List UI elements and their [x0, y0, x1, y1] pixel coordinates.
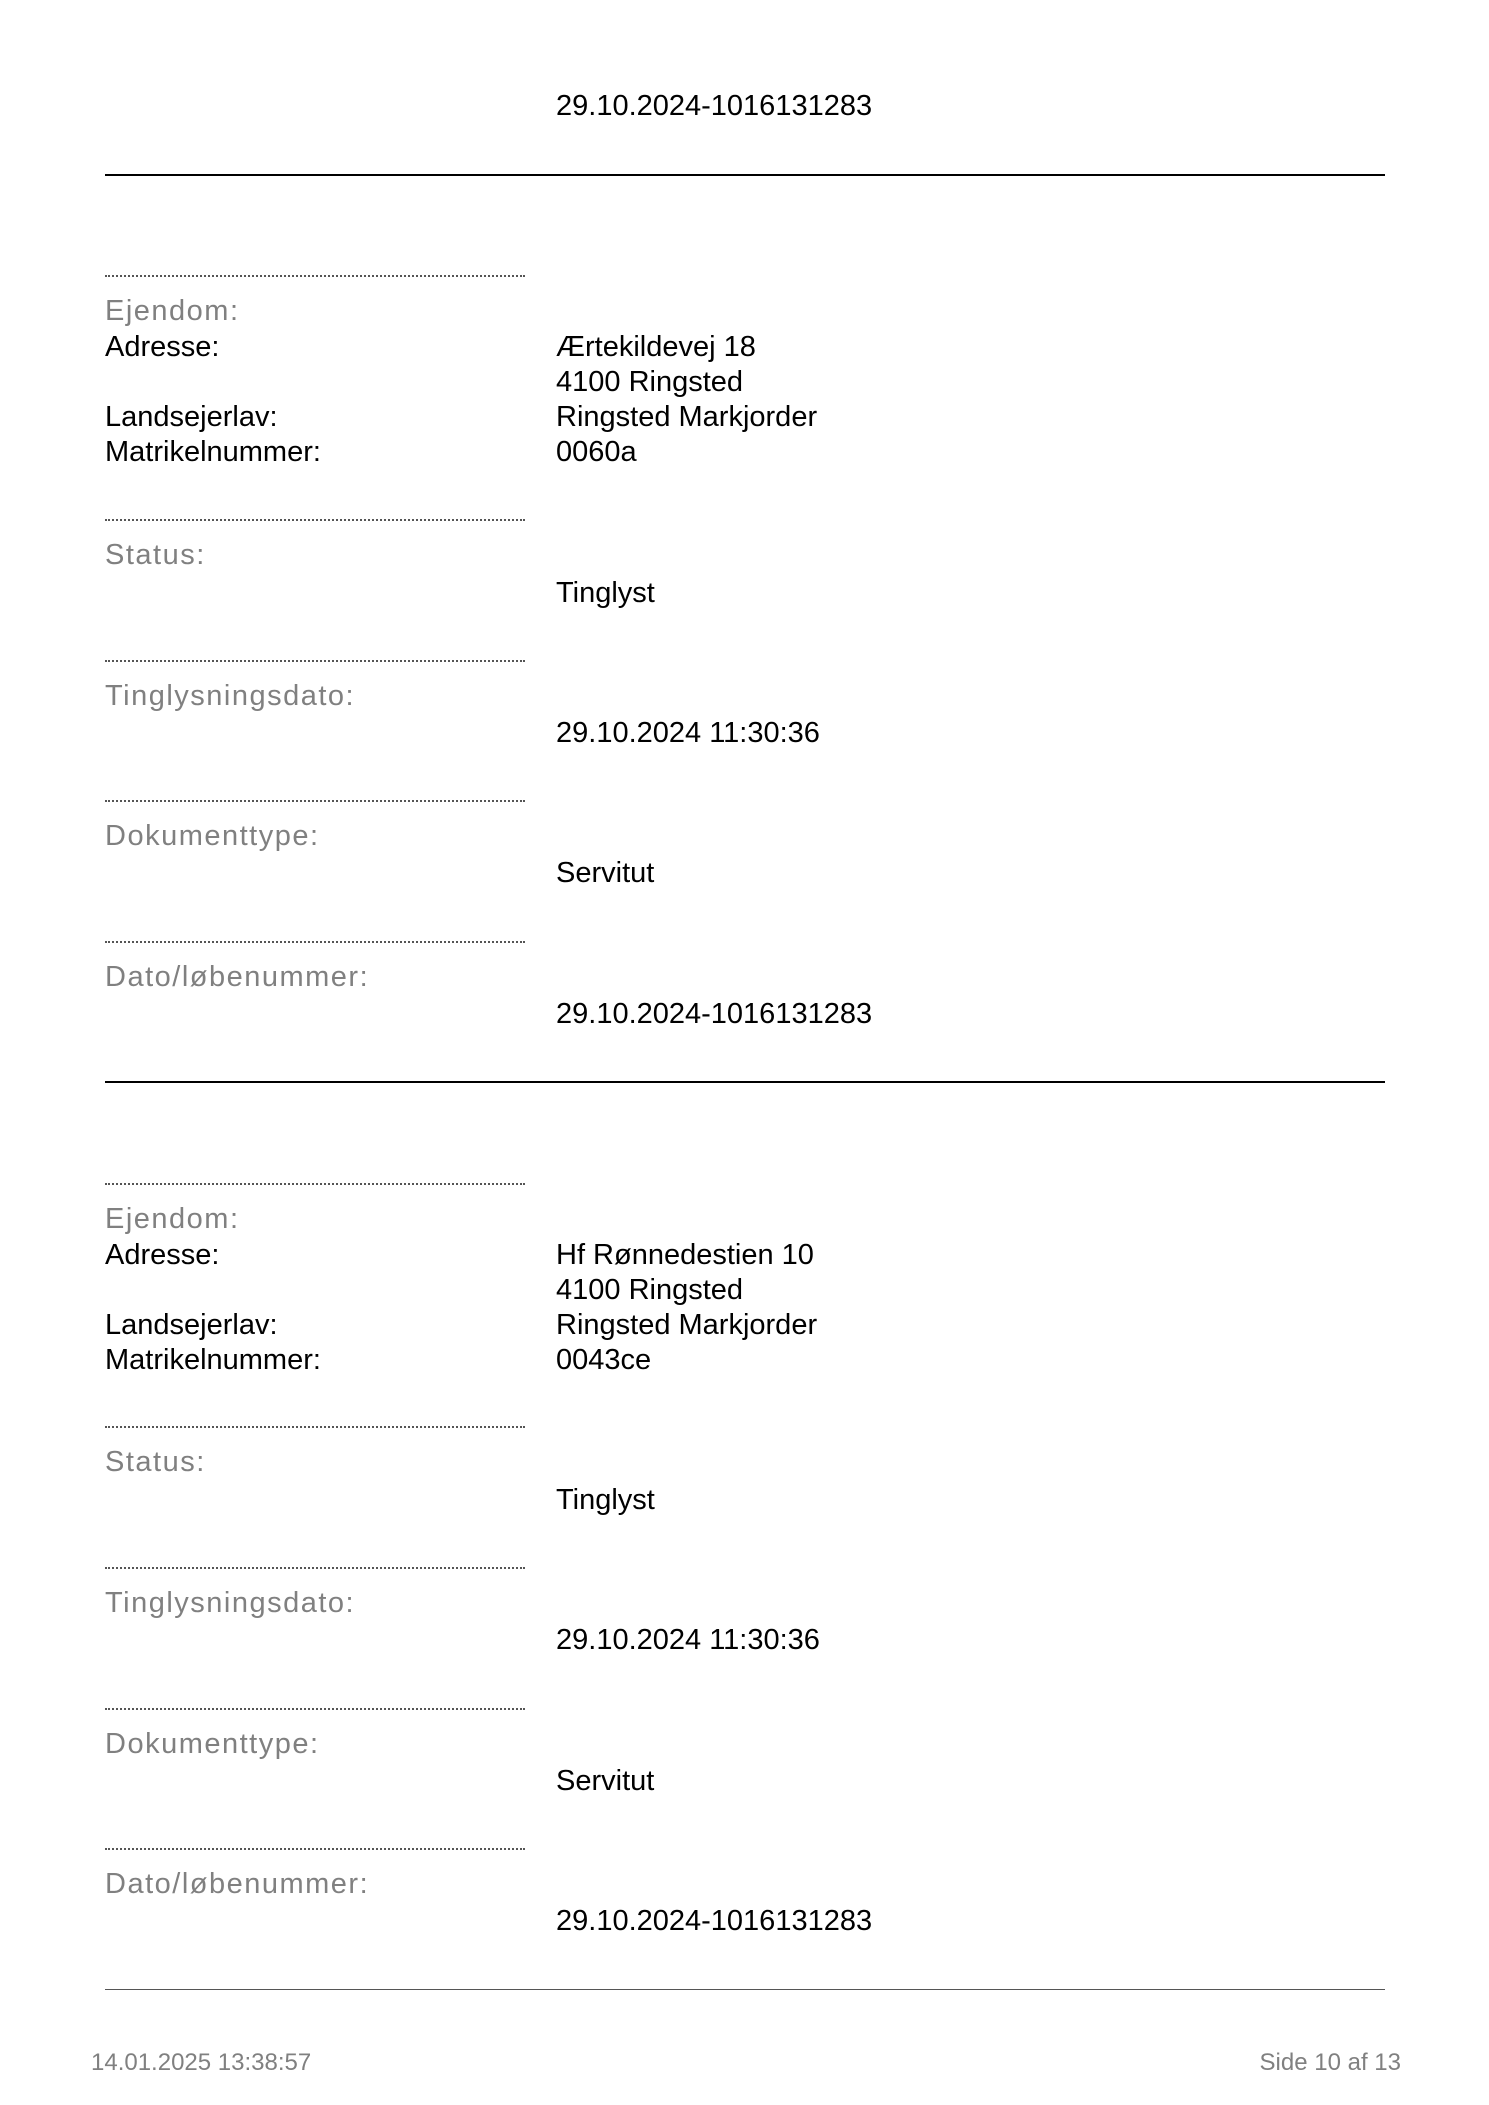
registration-date-value: 29.10.2024 11:30:36 — [556, 717, 820, 749]
date-serial-value: 29.10.2024-1016131283 — [556, 1905, 873, 1937]
footer-timestamp: 14.01.2025 13:38:57 — [91, 2049, 312, 2076]
address-line2: 4100 Ringsted — [556, 1274, 744, 1306]
address-label: Adresse: — [105, 331, 220, 363]
dotted-separator — [105, 1848, 525, 1850]
cadastral-district-value: Ringsted Markjorder — [556, 1309, 818, 1341]
registration-date-value: 29.10.2024 11:30:36 — [556, 1624, 820, 1656]
document-type-heading: Dokumenttype: — [105, 1728, 320, 1760]
cadastral-number-label: Matrikelnummer: — [105, 436, 321, 468]
record-divider — [105, 1989, 1385, 1990]
cadastral-district-label: Landsejerlav: — [105, 1309, 278, 1341]
date-serial-heading: Dato/løbenummer: — [105, 961, 370, 993]
registration-date-heading: Tinglysningsdato: — [105, 680, 356, 712]
status-value: Tinglyst — [556, 577, 655, 609]
dotted-separator — [105, 660, 525, 662]
dotted-separator — [105, 800, 525, 802]
cadastral-number-label: Matrikelnummer: — [105, 1344, 321, 1376]
header-divider — [105, 174, 1385, 176]
dotted-separator — [105, 1567, 525, 1569]
document-type-heading: Dokumenttype: — [105, 820, 320, 852]
property-heading: Ejendom: — [105, 295, 240, 327]
status-heading: Status: — [105, 539, 206, 571]
header-reference: 29.10.2024-1016131283 — [556, 90, 873, 122]
cadastral-district-label: Landsejerlav: — [105, 401, 278, 433]
date-serial-value: 29.10.2024-1016131283 — [556, 998, 873, 1030]
status-heading: Status: — [105, 1446, 206, 1478]
dotted-separator — [105, 1708, 525, 1710]
address-line2: 4100 Ringsted — [556, 366, 744, 398]
document-type-value: Servitut — [556, 857, 655, 889]
footer-page-number: Side 10 af 13 — [1259, 2049, 1401, 2076]
property-heading: Ejendom: — [105, 1203, 240, 1235]
address-line1: Hf Rønnedestien 10 — [556, 1239, 814, 1271]
address-line1: Ærtekildevej 18 — [556, 331, 756, 363]
dotted-separator — [105, 1183, 525, 1185]
cadastral-number-value: 0060a — [556, 436, 637, 468]
cadastral-number-value: 0043ce — [556, 1344, 652, 1376]
cadastral-district-value: Ringsted Markjorder — [556, 401, 818, 433]
status-value: Tinglyst — [556, 1484, 655, 1516]
date-serial-heading: Dato/løbenummer: — [105, 1868, 370, 1900]
address-label: Adresse: — [105, 1239, 220, 1271]
dotted-separator — [105, 519, 525, 521]
dotted-separator — [105, 941, 525, 943]
document-type-value: Servitut — [556, 1765, 655, 1797]
dotted-separator — [105, 1426, 525, 1428]
record-divider — [105, 1081, 1385, 1083]
registration-date-heading: Tinglysningsdato: — [105, 1587, 356, 1619]
dotted-separator — [105, 275, 525, 277]
